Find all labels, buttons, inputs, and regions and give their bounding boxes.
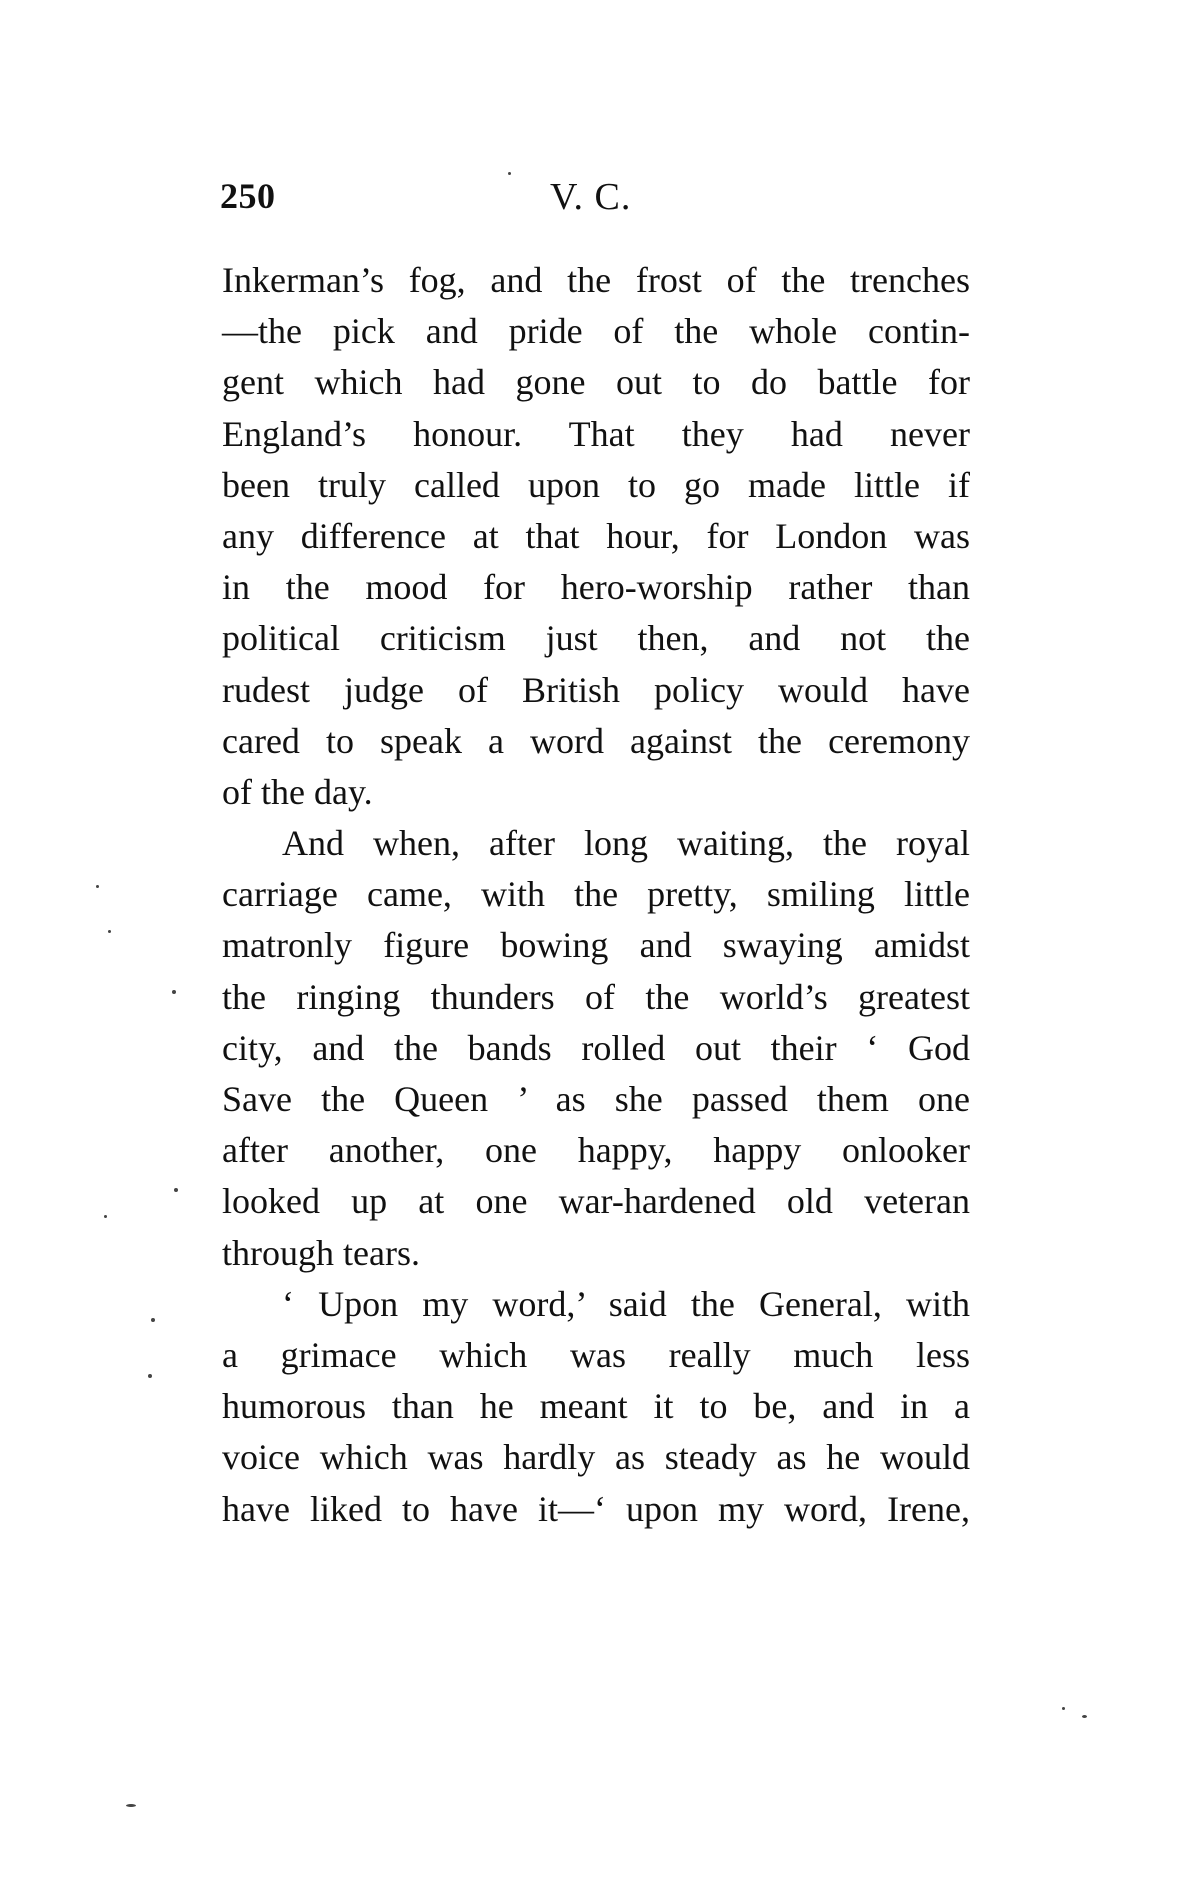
- text-line: cared to speak a word against the ceremony: [222, 720, 970, 761]
- text-line: of the day.: [222, 771, 373, 812]
- text-line: England’s honour. That they had never: [222, 413, 970, 454]
- scan-speck: [104, 1215, 107, 1218]
- text-line: through tears.: [222, 1232, 420, 1273]
- text-line: in the mood for hero-worship rather than: [222, 567, 970, 608]
- text-line: And when, after long waiting, the royal: [282, 823, 970, 864]
- scan-speck: [174, 1188, 178, 1192]
- text-line: a grimace which was really much less: [222, 1334, 970, 1375]
- text-line: been truly called upon to go made little if: [222, 464, 970, 505]
- page-header: [220, 175, 972, 225]
- text-line: —the pick and pride of the whole contin-: [222, 311, 970, 352]
- text-line: humorous than he meant it to be, and in a: [222, 1386, 970, 1427]
- scan-speck: [151, 1318, 155, 1322]
- text-line: gent which had gone out to do battle for: [222, 362, 970, 403]
- text-line: Save the Queen ’ as she passed them one: [222, 1079, 970, 1119]
- running-title: V. C.: [550, 176, 632, 218]
- scan-speck: [126, 1804, 136, 1807]
- body-text: [222, 255, 970, 1535]
- text-line: looked up at one war-hardened old veteran: [222, 1181, 970, 1222]
- text-line: voice which was hardly as steady as he would: [222, 1437, 970, 1478]
- text-line: have liked to have it—‘ upon my word, Irene,: [222, 1488, 970, 1529]
- text-line: Inkerman’s fog, and the frost of the trenches: [222, 260, 970, 300]
- text-line: the ringing thunders of the world’s greatest: [222, 976, 970, 1017]
- text-line: after another, one happy, happy onlooker: [222, 1130, 970, 1171]
- text-line: ‘ Upon my word,’ said the General, with: [282, 1283, 970, 1324]
- scan-speck: [148, 1374, 152, 1378]
- text-line: city, and the bands rolled out their ‘ God: [222, 1027, 970, 1068]
- scan-speck: [172, 990, 176, 994]
- text-line: any difference at that hour, for London was: [222, 515, 970, 556]
- page-number: 250: [220, 176, 276, 216]
- scan-speck: [508, 172, 511, 175]
- scan-speck: [96, 885, 99, 888]
- scan-speck: [1082, 1715, 1087, 1718]
- text-line: rudest judge of British policy would have: [222, 669, 970, 710]
- text-line: matronly figure bowing and swaying amidst: [222, 925, 970, 966]
- scan-speck: [1062, 1707, 1065, 1710]
- text-line: political criticism just then, and not the: [222, 618, 970, 659]
- scan-speck: [108, 930, 111, 933]
- text-line: carriage came, with the pretty, smiling little: [222, 874, 970, 915]
